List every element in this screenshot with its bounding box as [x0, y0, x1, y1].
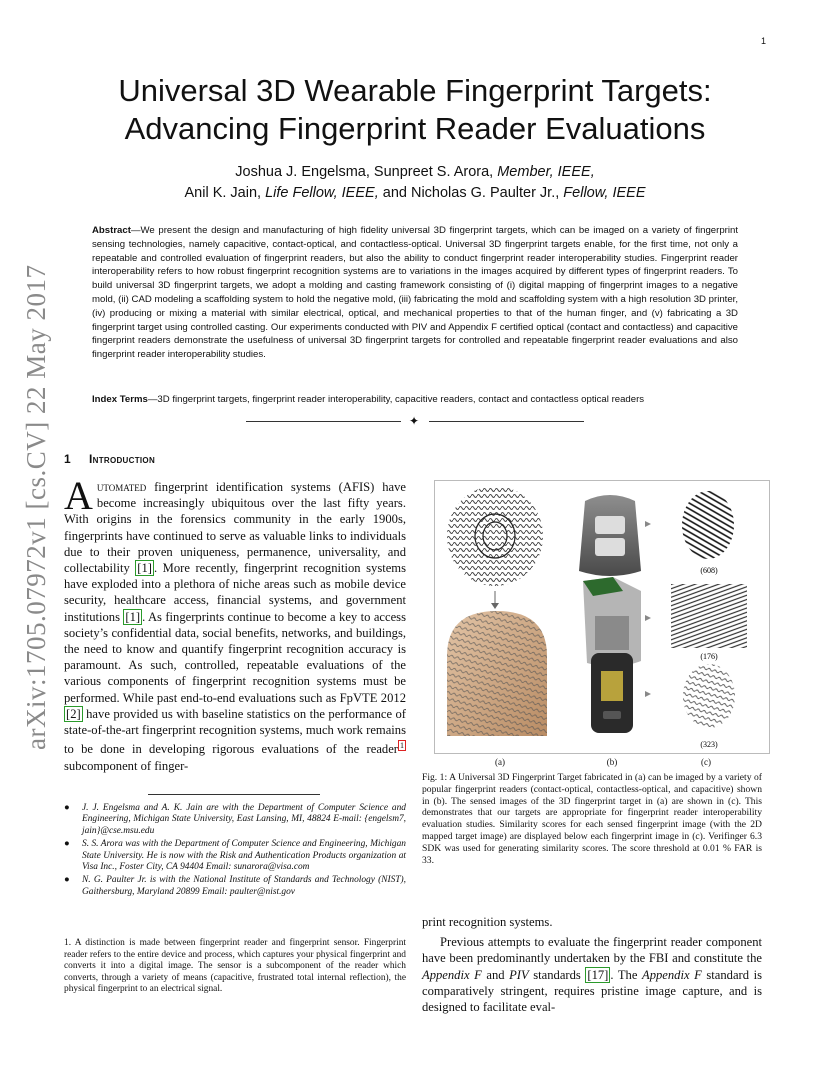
- intro-text: . As fingerprints continue to become a key to access society’s confidential data, social benefits, networks, and buildings, the need to know and quantify fingerprint recognition accuracy is paramount. As such, controlled, repeatable evaluations of the various components of fingerprint recognition systems must be performed. While past end-to-end evaluations such as FpVTE 2012: [64, 609, 406, 705]
- section-heading: [64, 452, 155, 466]
- title-line-2: Advancing Fingerprint Reader Evaluations: [124, 111, 706, 146]
- affiliation-item: [64, 839, 406, 873]
- arrow-right-icon: [645, 521, 651, 527]
- title-line-1: Universal 3D Wearable Fingerprint Targets:: [118, 73, 712, 108]
- affiliation-text: N. G. Paulter Jr. is with the National Institute of Standards and Technology (NIST), Gaithersburg, Maryland 20899 Email: paulter@nist.gov: [82, 875, 406, 897]
- figure-label-c: (c): [701, 757, 711, 767]
- intro-text: fingerprint identification systems (AFIS) have become increasingly ubiquitous over the last fifty years. With origins in the forensics community in the early 1900s, fingerprints have continued to serve as valuable links to individuals due to their proven uniqueness, permanence, universality, and collectability: [64, 480, 406, 576]
- intro-text: subcomponent of finger-: [64, 758, 189, 773]
- author-list: [70, 162, 760, 204]
- footnote: 1. A distinction is made between fingerprint reader and fingerprint sensor. Fingerprint reader refers to the entire device and process, which captures your physical fingerprint and converts it into a digital image. The sensor is a subcomponent of the reader which converts, through a variety of means (capacitive, frustrated total internal reflection), the physical fingerprint to an electrical signal.: [64, 938, 406, 995]
- similarity-score: (323): [700, 740, 718, 749]
- separator-line-right: [429, 421, 584, 422]
- citation-link[interactable]: [1]: [125, 609, 141, 624]
- affiliations-list: [64, 803, 406, 900]
- footnote-link[interactable]: 1: [400, 741, 404, 751]
- body-text: standards: [528, 967, 586, 982]
- page-number: 1: [760, 36, 766, 46]
- author-name: Anil K. Jain,: [184, 185, 266, 201]
- arrow-down-icon: [491, 603, 499, 609]
- paper-title: [70, 72, 760, 148]
- bullet-icon: ●: [64, 803, 70, 813]
- author-role: Fellow, IEEE: [563, 185, 646, 201]
- author-name: and Nicholas G. Paulter Jr.,: [378, 185, 564, 201]
- intro-text: have provided us with baseline statistics on the performance of state-of-the-art fingerprint recognition systems, much work remains to be done in developing rigorous evaluations of the reader: [64, 706, 406, 757]
- author-role: Life Fellow, IEEE,: [265, 185, 379, 201]
- affiliation-item: [64, 803, 406, 837]
- author-names: Joshua J. Engelsma, Sunpreet S. Arora,: [235, 164, 498, 180]
- arrow-right-icon: [645, 615, 651, 621]
- drop-cap: A: [64, 473, 93, 518]
- index-terms-label: Index Terms: [92, 394, 148, 405]
- body-text: . The: [610, 967, 642, 982]
- capacitive-reader-image: [579, 495, 641, 576]
- arrow-right-icon: [645, 691, 651, 697]
- authors-line-2: [70, 183, 760, 204]
- citation-link[interactable]: [2]: [66, 706, 81, 721]
- citation-link[interactable]: [17]: [587, 967, 609, 982]
- abstract: [92, 224, 738, 362]
- figure-illustration: [435, 481, 769, 753]
- emphasis: PIV: [509, 967, 529, 982]
- 3d-fingerprint-target: [447, 611, 547, 736]
- affiliation-text: S. S. Arora was with the Department of Computer Science and Engineering, Michigan State University. He is now with the Risk and Authentication Products organization at Visa Inc., Foster City, CA 94404 Email: sunarora@visa.com: [82, 839, 406, 873]
- similarity-score: (608): [700, 566, 718, 575]
- authors-line-1: [70, 162, 760, 183]
- index-terms: [92, 393, 738, 407]
- arxiv-stamp: arXiv:1705.07972v1 [cs.CV] 22 May 2017: [21, 264, 51, 750]
- separator-line-left: [246, 421, 401, 422]
- figure-1: [434, 480, 770, 754]
- paragraph: [422, 934, 762, 1015]
- sensed-image-optical: [671, 584, 747, 648]
- paragraph-continuation: print recognition systems.: [422, 915, 553, 929]
- similarity-score: (176): [700, 652, 718, 661]
- intro-paragraph: [64, 473, 407, 774]
- figure-label-b: (b): [606, 757, 618, 767]
- emphasis: Appendix F: [422, 967, 482, 982]
- intro-text: . More recently, fingerprint recognition systems have exploded into a plethora of niche areas such as mobile device security, healthcare access, financial systems, and government institutions: [64, 561, 407, 624]
- citation-link[interactable]: [1]: [137, 561, 152, 576]
- bullet-icon: ●: [64, 839, 70, 850]
- bullet-icon: ●: [64, 875, 70, 886]
- body-text-right: [422, 914, 762, 1015]
- intro-smallcaps: utomated: [96, 480, 147, 494]
- figure-caption: Fig. 1: A Universal 3D Fingerprint Target fabricated in (a) can be imaged by a variety of popular fingerprint readers (contact-optical, contactless-optical, and capacitive) shown in (b). The sensed images of the 3D fingerprint target in (a) are shown in (c). This demonstrates that our targets are appropriate for fingerprint reader interoperability evaluation studies. Similarity scores for each sensed fingerprint image (with the 2D mapped target image) are displayed below each fingerprint image in (c). Verifinger 6.3 SDK was used for generating similarity scores. The score threshold at 0.01 % FAR is 33.: [422, 772, 762, 866]
- body-text: and: [481, 967, 510, 982]
- contactless-reader-image: [591, 653, 633, 733]
- affiliation-item: [64, 875, 406, 898]
- body-text: standard is comparatively stringent, requires pristine image capture, and is designed to facilitate eval-: [422, 967, 762, 1015]
- fingerprint-target-image: [447, 486, 543, 586]
- sensed-image-capacitive: [681, 489, 735, 561]
- sensed-image-contactless: [683, 664, 735, 728]
- separator-diamond-icon: ✦: [409, 414, 420, 428]
- index-terms-text: —3D fingerprint targets, fingerprint reader interoperability, capacitive readers, contact and contactless optical readers: [147, 394, 645, 405]
- body-text: Previous attempts to evaluate the fingerprint reader component have been predominantly undertaken by the FBI and constitute the: [422, 935, 762, 966]
- section-separator: [246, 414, 584, 430]
- affiliation-text: J. J. Engelsma and A. K. Jain are with the Department of Computer Science and Engineering, Michigan State University, East Lansing, MI, 48824 E-mail: {engelsm7, jain}@cse.msu.edu: [82, 803, 406, 836]
- emphasis: Appendix F: [642, 967, 702, 982]
- section-title: Introduction: [88, 452, 156, 466]
- section-number: 1: [64, 452, 71, 466]
- abstract-text: —We present the design and manufacturing of high fidelity universal 3D fingerprint targets, which can be imaged on a variety of fingerprint sensing technologies, namely capacitive, contact-optical, and contactless-optical. Universal 3D fingerprint targets enable, for the first time, not only a repeatable and controlled evaluation of fingerprint readers, but also the ability to conduct fingerprint reader interoperability studies. Fingerprint reader interoperability refers to how robust fingerprint recognition systems are to variations in the images acquired by different types of fingerprint readers. To build universal 3D fingerprint targets, we adopt a molding and casting framework consisting of (i) digital mapping of fingerprint images to a negative mold, (ii) CAD modeling a scaffolding system to hold the negative mold, (iii) fabricating the mold and scaffolding system with a high resolution 3D printer, (iv) producing or mixing a material with similar electrical, optical, and mechanical properties to that of the human finger, and (v) fabricating a 3D fingerprint target using controlled casting. Our experiments conducted with PIV and Appendix F certified optical (contact and contactless) and capacitive fingerprint readers demonstrate the usefulness of universal 3D fingerprint targets for controlled and repeatable fingerprint reader evaluations and also fingerprint reader interoperability studies.: [92, 225, 738, 361]
- author-role: Member, IEEE,: [497, 164, 595, 180]
- abstract-label: Abstract: [92, 225, 131, 236]
- figure-label-a: (a): [495, 757, 505, 767]
- footnote-rule: [148, 794, 320, 795]
